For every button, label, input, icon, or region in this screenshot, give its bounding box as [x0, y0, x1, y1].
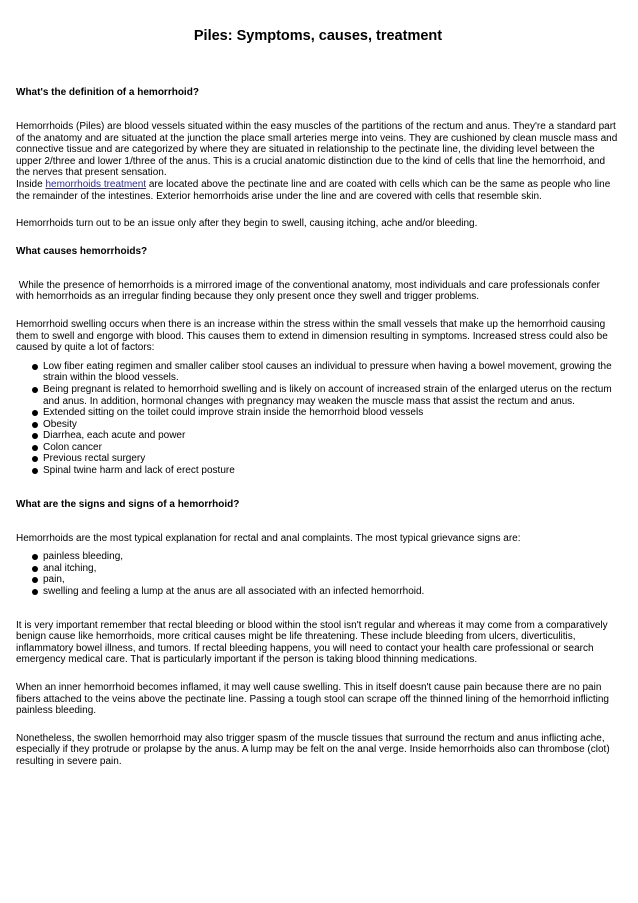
list-item-text: Obesity — [43, 418, 77, 430]
bullet-icon — [32, 410, 38, 416]
signs-bullet-list — [16, 551, 620, 597]
list-item-text: Colon cancer — [43, 441, 102, 453]
list-item — [32, 563, 620, 575]
section-heading-definition: What's the definition of a hemorrhoid? — [16, 87, 199, 98]
bullet-icon — [32, 364, 38, 370]
page-title: Piles: Symptoms, causes, treatment — [193, 28, 443, 44]
definition-paragraph-2 — [16, 179, 620, 202]
signs-paragraph-4: Nonetheless, the swollen hemorrhoid may also trigger spasm of the muscle tissues that surround the rectum and anus inflicting ache, especially if they protrude or prolapse by the anus. A lump may be felt on the anal verge. Inside hemorrhoids also can thrombose (clot) resulting in severe pain. — [16, 732, 613, 767]
bullet-icon — [32, 468, 38, 474]
list-item-text: Being pregnant is related to hemorrhoid swelling and is likely on account of increased strain of the enlarged uterus on the rectum and anus. In addition, hormonal changes with pregnancy may weaken the muscle mass that assist the rectum and anus. — [43, 383, 612, 407]
bullet-icon — [32, 566, 38, 572]
list-item-text: Previous rectal surgery — [43, 453, 146, 465]
list-item-text: pain, — [43, 574, 65, 586]
list-item-text: Spinal twine harm and lack of erect posture — [43, 465, 235, 477]
list-item-text: Low fiber eating regimen and smaller caliber stool causes an individual to pressure when having a bowel movement, growing the strain within the blood vessels. — [43, 360, 612, 384]
list-item-text: swelling and feeling a lump at the anus are all associated with an infected hemorrhoid. — [43, 586, 425, 598]
list-item — [32, 586, 620, 598]
list-item — [32, 465, 620, 477]
signs-paragraph-2: It is very important remember that rectal bleeding or blood within the stool isn't regular and whereas it may come from a comparatively benign cause like hemorrhoids, more critical causes might be life threatening. These include bleeding from ulcers, diverticulitis, inflammatory bowel illness, and tumors. If rectal bleeding happens, you will need to contact your health care professional or search emergency medical care. That is particularly important if the person is taking blood thinning medications. — [16, 619, 611, 666]
causes-bullet-list — [16, 361, 620, 477]
bullet-icon — [32, 589, 38, 595]
definition-paragraph-3: Hemorrhoids turn out to be an issue only after they begin to swell, causing itching, ache and/or bleeding. — [16, 218, 478, 230]
definition-paragraph-1: Hemorrhoids (Piles) are blood vessels situated within the easy muscles of the partitions of the rectum and anus. They're a standard part of the anatomy and are situated at the junction the place small arteries merge into veins. They are cushioned by clean muscle mass and connective tissue and are categorized by where they are situated in relationship to the pectinate line, the dividing level between the upper 2/three and lower 1/three of the anus. This is a crucial anatomic distinction due to the kind of cells that line the hemorrhoid, and the nerves that present sensation. — [16, 121, 621, 179]
list-item — [32, 361, 620, 384]
bullet-icon — [32, 422, 38, 428]
definition-paragraph-2-end: are located above the pectinate line and are coated with cells which can be the same as people who line the remainder of the intestines. Exterior hemorrhoids arise under the line and are covered with cells that resemble skin. — [16, 178, 614, 202]
list-item — [32, 574, 620, 586]
bullet-icon — [32, 456, 38, 462]
list-item-text: Extended sitting on the toilet could improve strain inside the hemorrhoid blood vessels — [43, 407, 424, 419]
list-item-text: Diarrhea, each acute and power — [43, 430, 186, 442]
bullet-icon — [32, 554, 38, 560]
list-item — [32, 442, 620, 454]
bullet-icon — [32, 387, 38, 393]
list-item — [32, 419, 620, 431]
bullet-icon — [32, 445, 38, 451]
definition-paragraph-2-start: Inside — [16, 178, 46, 190]
list-item — [32, 384, 620, 407]
section-heading-signs: What are the signs and signs of a hemorrhoid? — [16, 498, 240, 510]
list-item-text: painless bleeding, — [43, 551, 124, 563]
list-item — [32, 407, 620, 419]
bullet-icon — [32, 577, 38, 583]
bullet-icon — [32, 433, 38, 439]
list-item — [32, 551, 620, 563]
signs-paragraph-1: Hemorrhoids are the most typical explanation for rectal and anal complaints. The most typical grievance signs are: — [16, 532, 521, 544]
causes-paragraph-1: While the presence of hemorrhoids is a mirrored image of the conventional anatomy, most individuals and care professionals confer with hemorrhoids as an irregular finding because they only present once they swell and trigger problems. — [16, 279, 603, 303]
causes-paragraph-2: Hemorrhoid swelling occurs when there is an increase within the stress within the small vessels that make up the hemorrhoid causing them to swell and engorge with blood. This causes them to extend in dimension resulting in symptoms. Increased stress could also be caused by quite a lot of factors: — [16, 318, 611, 354]
list-item — [32, 430, 620, 442]
list-item-text: anal itching, — [43, 562, 97, 574]
hemorrhoids-treatment-link[interactable]: hemorrhoids treatment — [45, 178, 147, 190]
section-heading-causes: What causes hemorrhoids? — [16, 245, 148, 257]
signs-paragraph-3: When an inner hemorrhoid becomes inflamed, it may well cause swelling. This in itself doesn't cause pain because there are no pain fibers attached to the veins above the pectinate line. Passing a tough stool can scrape off the thinned lining of the hemorrhoid inflicting painless bleeding. — [16, 682, 612, 717]
list-item — [32, 453, 620, 465]
